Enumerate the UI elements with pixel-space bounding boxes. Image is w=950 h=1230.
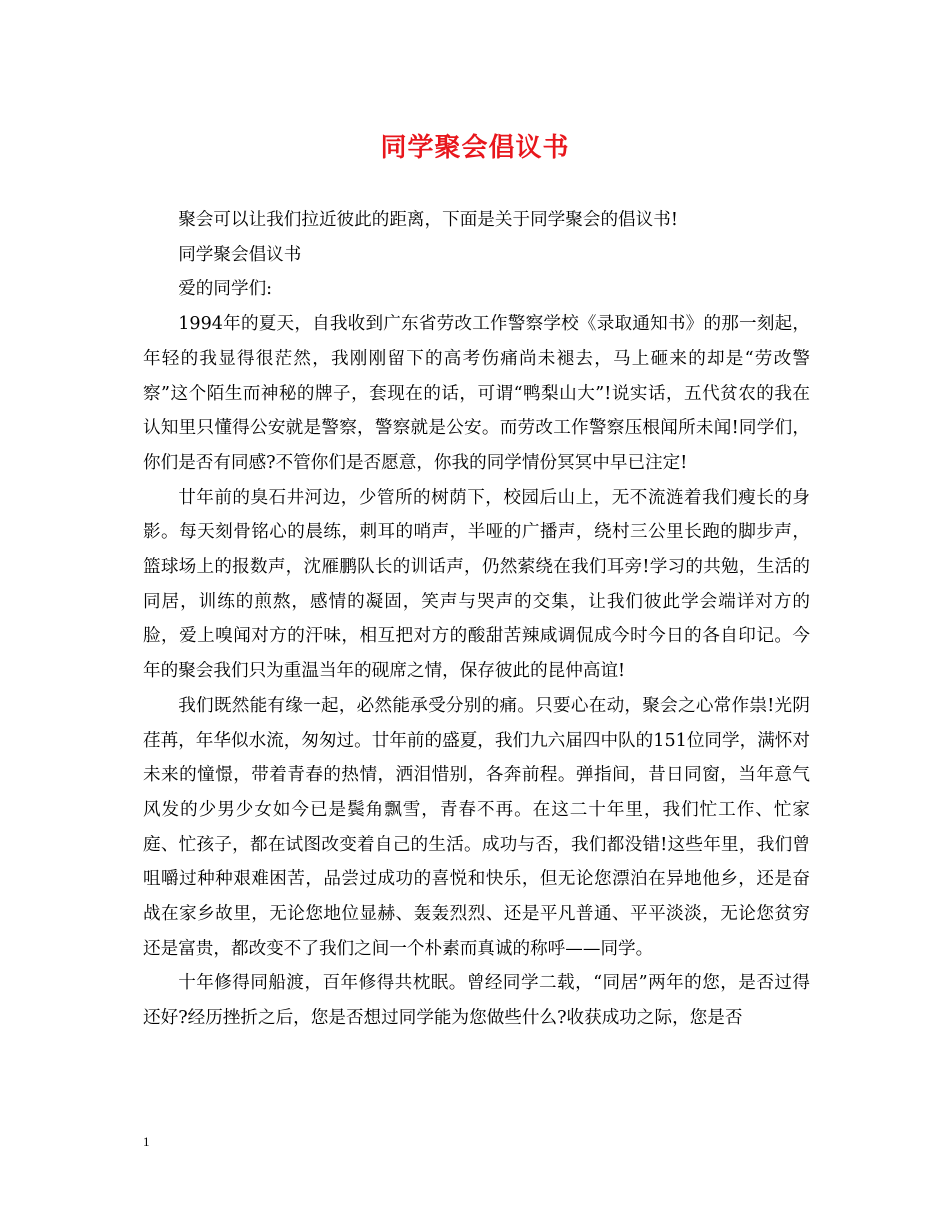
- paragraph-intro: 聚会可以让我们拉近彼此的距离，下面是关于同学聚会的倡议书!: [178, 210, 678, 230]
- paragraph-twenty-years-ago: 廿年前的臭石井河边，少管所的树荫下，校园后山上，无不流涟着我们瘦长的身影。每天刻骨铭心的晨练，刺耳的哨声，半哑的广播声，绕村三公里长跑的脚步声，篮球场上的报数声，沈雁鹏队长的训话声，仍然萦绕在我们耳旁!学习的共勉，生活的同居，训练的煎熬，感情的凝固，笑声与哭声的交集，让我们彼此学会端详对方的脸，爱上嗅闻对方的汗味，相互把对方的酸甜苦辣咸调侃成今时今日的各自印记。今年的聚会我们只为重温当年的砚席之情，保存彼此的昆仲高谊!: [143, 487, 810, 682]
- document-title: 同学聚会倡议书: [380, 133, 570, 163]
- paragraph-ten-years: 十年修得同船渡，百年修得共枕眠。曾经同学二载，“同居”两年的您，是否过得还好?经历挫折之后，您是否想过同学能为您做些什么?收获成功之际，您是否: [143, 973, 810, 1029]
- page-number: 1: [143, 1134, 150, 1149]
- document-body: [143, 203, 810, 1036]
- paragraph-salutation: 爱的同学们:: [178, 279, 273, 300]
- paragraph-1994-summer: 1994年的夏天，自我收到广东省劳改工作警察学校《录取通知书》的那一刻起，年轻的我显得很茫然，我刚刚留下的高考伤痛尚未褪去，马上砸来的却是“劳改警察”这个陌生而神秘的牌子，套现在的话，可谓“鸭梨山大”!说实话，五代贫农的我在认知里只懂得公安就是警察，警察就是公安。而劳改工作警察压根闻所未闻!同学们，你们是否有同感?不管你们是否愿意，你我的同学情份冥冥中早已注定!: [143, 314, 810, 473]
- paragraph-fate-together: 我们既然能有缘一起，必然能承受分别的痛。只要心在动，聚会之心常作祟!光阴荏苒，年华似水流，匆匆过。廿年前的盛夏，我们九六届四中队的151位同学，满怀对未来的憧憬，带着青春的热情，洒泪惜别，各奔前程。弹指间，昔日同窗，当年意气风发的少男少女如今已是鬓角飘雪，青春不再。在这二十年里，我们忙工作、忙家庭、忙孩子，都在试图改变着自己的生活。成功与否，我们都没错!这些年里，我们曾咀嚼过种种艰难困苦，品尝过成功的喜悦和快乐，但无论您漂泊在异地他乡，还是奋战在家乡故里，无论您地位显赫、轰轰烈烈、还是平凡普通、平平淡淡，无论您贫穷还是富贵，都改变不了我们之间一个朴素而真诚的称呼——同学。: [143, 695, 810, 959]
- paragraph-subtitle: 同学聚会倡议书: [178, 244, 302, 265]
